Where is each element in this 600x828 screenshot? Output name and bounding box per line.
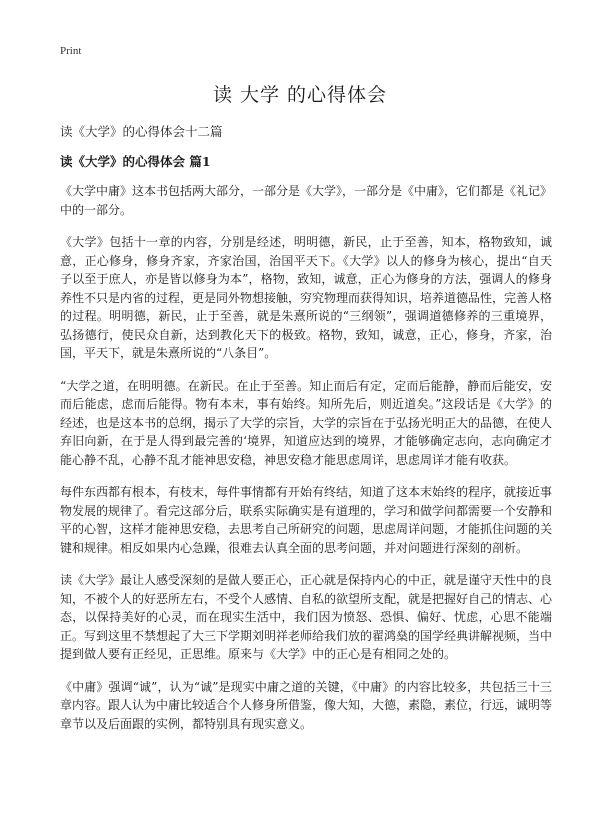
paragraph: 《大学中庸》这本书包括两大部分，一部分是《大学》，一部分是《中庸》，它们都是《礼记》中的一部分。 — [60, 184, 553, 217]
paragraph: “大学之道，在明明德。在新民。在止于至善。知止而后有定，定而后能静，静而后能安，安而后能虑，虑而后能得。物有本末，事有始终。知所先后，则近道矣。”这段话是《大学》的经述，也是这本书的总纲，揭示了大学的宗旨，大学的宗旨在于弘扬光明正大的品德，在使人弃旧向新，在于是人得到最完善的‘境界，知道应达到的境界，才能够确定志向，志向确定才能心静不乱，心静不乱才能神思安稳，神思安稳才能思虑周详，思虑周详才能有收获。 — [60, 378, 553, 467]
paragraph: 读《大学》最让人感受深刻的是做人要正心，正心就是保持内心的中正，就是谨守天性中的良知，不被个人的好恶所左右，不受个人感情、自私的欲望所支配，就是把握好自己的情志、心态，以保持美好的心灵，而在现实生活中，我们因为愤怒、恐惧、偏好、忧虑，心思不能端正。写到这里不禁想起了大三下学期刘明祥老师给我们放的翟鸿燊的国学经典讲解视频，当中提到做人要有正经见，正思维。原来与《大学》中的正心是有相同之处的。 — [60, 573, 553, 661]
print-label[interactable]: Print — [60, 45, 82, 57]
article-body — [60, 182, 552, 747]
paragraph: 《大学》包括十一章的内容，分别是经述，明明德，新民，止于至善，知本，格物致知，诚意，正心修身，修身齐家，齐家治国，治国平天下。《大学》以人的修身为核心，提出“自天子以至于庶人，亦是皆以修身为本”，格物，致知，诚意，正心为修身的方法，强调人的修身养性不只是内省的过程，更是同外物想接触，穷究物理而获得知识，培养道德品性，完善人格的过程。明明德，新民，止于至善，就是朱熹所说的“三纲领”，强调道德修养的三重境界，弘扬德行，使民众自新，达到教化天下的极致。格物，致知，诚意，正心，修身，齐家，治国，平天下，就是朱熹所说的“八条目”。 — [60, 235, 553, 360]
document-subtitle: 读《大学》的心得体会十二篇 — [60, 124, 223, 139]
page-title: 读 大学 的心得体会 — [212, 84, 388, 106]
paragraph: 每件东西都有根本，有枝末，每件事情都有开始有终结，知道了这本末始终的程序，就接近事物发展的规律了。看完这部分后，联系实际确实是有道理的，学习和做学问都需要一个安静和平的心智，这样才能神思安稳，去思考自己所研究的问题，思虑周详问题，才能抓住问题的关键和规律。相反如果内心急躁，很难去认真全面的思考问题，并对问题进行深刻的剖析。 — [60, 485, 553, 555]
article-heading: 读《大学》的心得体会 篇1 — [60, 154, 211, 169]
paragraph: 《中庸》强调“诚”，认为“诚”是现实中庸之道的关键，《中庸》的内容比较多，共包括三十三章内容。跟人认为中庸比较适合个人修身所借鉴，像大知，大德，素隐，素位，行远，诚明等章节以及后面跟的实例，都特别具有现实意义。 — [60, 679, 553, 731]
